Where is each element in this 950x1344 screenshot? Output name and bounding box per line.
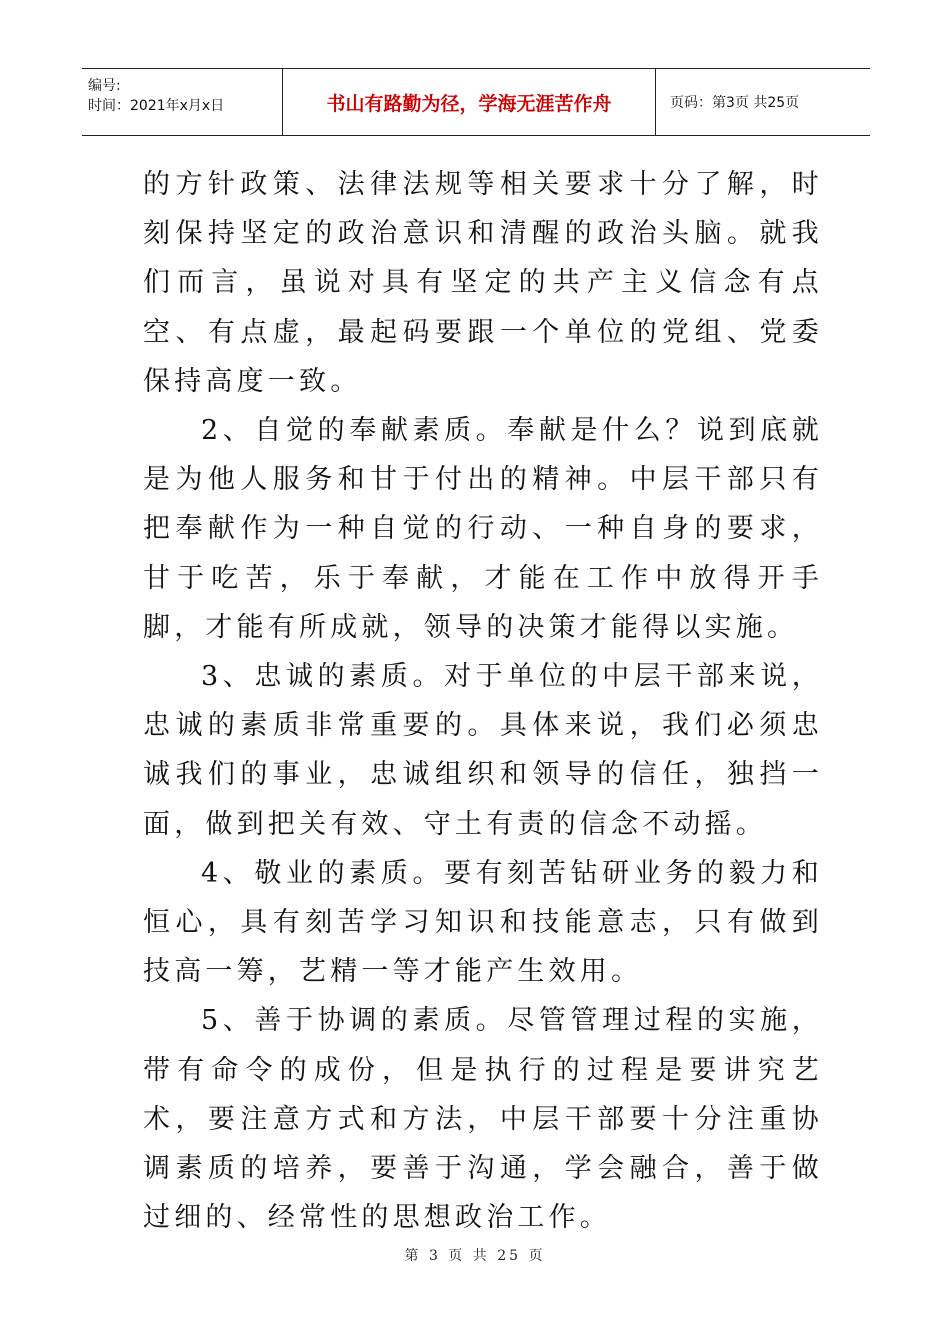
paragraph-coordination: 5、善于协调的素质。尽管管理过程的实施，带有命令的成份，但是执行的过程是要讲究艺术，要注意方式和方法，中层干部要十分注重协调素质的培养，要善于沟通，学会融合，善于做过细的、经常性的思想政治工作。 [143,1005,823,1234]
header-page-info: 页码：第3页 共25页 [670,95,800,111]
page-footer: 第 3 页 共 25 页 [404,1248,546,1264]
document-body [143,160,823,1242]
header-page-cell [656,69,870,135]
document-time-label: 时间：2021年x月x日 [88,98,225,114]
paragraph-loyalty: 3、忠诚的素质。对于单位的中层干部来说，忠诚的素质非常重要的。具体来说，我们必须忠诚我们的事业，忠诚组织和领导的信任，独挡一面，做到把关有效、守土有责的信念不动摇。 [143,661,823,840]
paragraph-dedication: 4、敬业的素质。要有刻苦钻研业务的毅力和恒心，具有刻苦学习知识和技能意志，只有做到技高一筹，艺精一等才能产生效用。 [143,857,823,988]
document-number-label: 编号: [88,78,121,94]
header-meta [82,69,282,135]
header-motto-cell [282,69,656,135]
header-motto: 书山有路勤为径，学海无涯苦作舟 [326,92,612,115]
page-header [82,68,870,136]
paragraph-continued: 的方针政策、法律法规等相关要求十分了解，时刻保持坚定的政治意识和清醒的政治头脑。就我们而言，虽说对具有坚定的共产主义信念有点空、有点虚，最起码要跟一个单位的党组、党委保持高度一致。 [143,169,823,397]
paragraph-devotion: 2、自觉的奉献素质。奉献是什么？说到底就是为他人服务和甘于付出的精神。中层干部只有把奉献作为一种自觉的行动、一种自身的要求，甘于吃苦，乐于奉献，才能在工作中放得开手脚，才能有所成就，领导的决策才能得以实施。 [143,415,823,643]
